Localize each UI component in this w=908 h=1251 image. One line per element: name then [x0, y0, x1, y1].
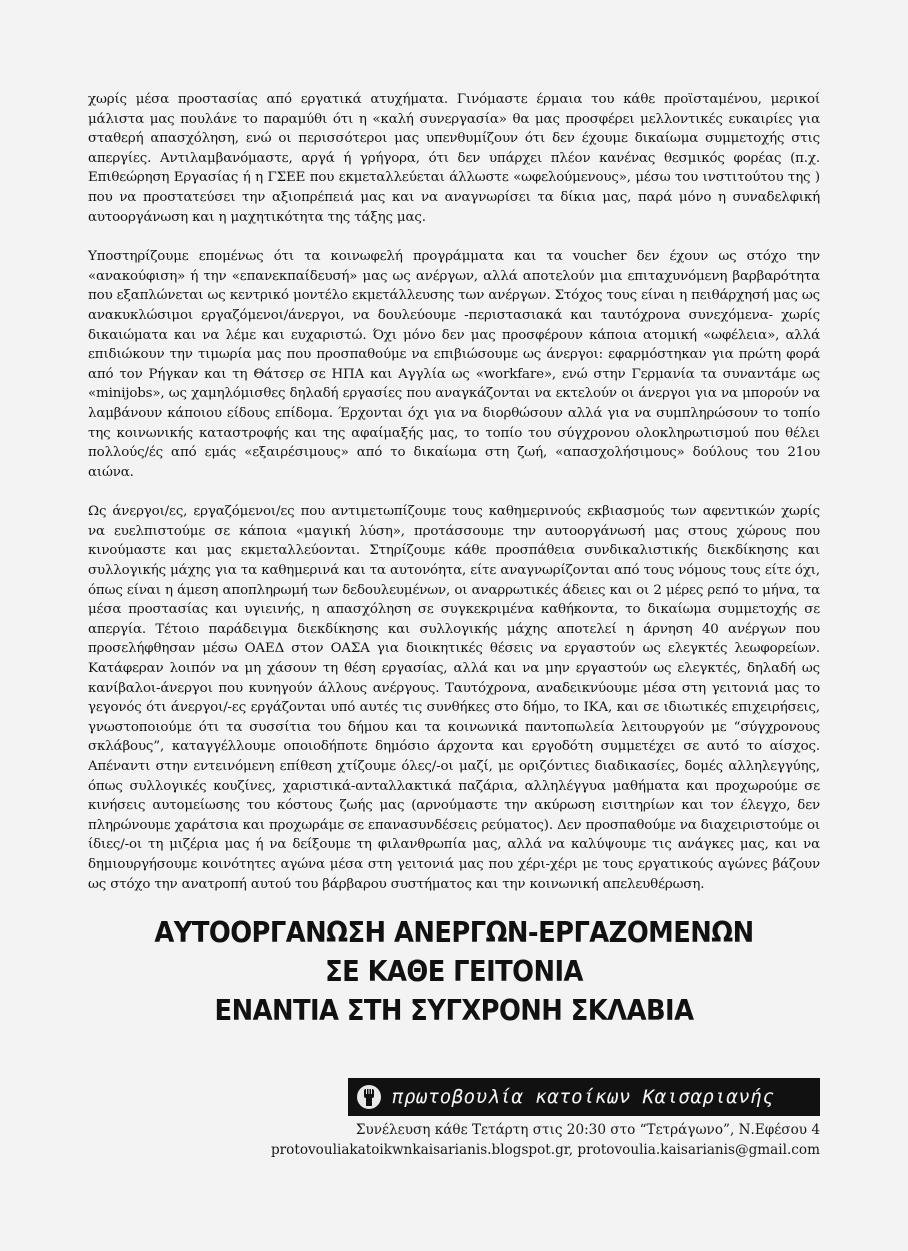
paragraph-programs-critique: Υποστηρίζουμε επομένως ότι τα κοινωφελή προγράμματα και τα voucher δεν έχουν ως στόχο την «ανακούφιση» ή την «επανεκπαίδευσή» μας ως ανέργων, αλλά αποτελούν μια επιταχυνόμενη βαρβαρότητα που εξαπλώνεται ως κεντρικό μοντέλο εκμετάλλευσης των ανέργων. Στόχος τους είναι η πειθάρχησή μας ως ανακυκλώσιμοι εργαζόμενοι/άνεργοι, να δουλεύουμε -περιστασιακά και ταυτόχρονα συνεχόμενα- χωρίς δικαιώματα και να λέμε και ευχαριστώ. Όχι μόνο δεν μας προσφέρουν κάποια ατομική «ωφέλεια», αλλά επιδιώκουν την τιμωρία μας που προσπαθούμε να επιβιώσουμε ως άνεργοι: εφαρμόστηκαν για πρώτη φορά από τον Ρήγκαν και τη Θάτσερ σε ΗΠΑ και Αγγλία ως «workfare», ενώ στην Γερμανία τα συναντάμε ως «minijobs», ως χαμηλόμισθες δηλαδή εργασίες που αναγκάζονται να εκτελούν οι άνεργοι για να μπορούν να λαμβάνουν κάποιου είδους επίδομα. Έρχονται όχι για να διορθώσουν αλλά για να συμπληρώσουν το τοπίο της κοινωνικής καταστροφής και της αφαίμαξής μας, το τοπίο του σύγχρονου ολοκληρωτισμού που θέλει πολλούς/ές από εμάς «εξαιρέσιμους» από το δικαίωμα στη ζωή, «απασχολήσιμους» δούλους του 21ου αιώνα. — [88, 249, 820, 480]
fist-icon — [354, 1082, 384, 1112]
contact-info: protovouliakatoikwnkaisarianis.blogspot.gr, protovoulia.kaisarianis@gmail.com — [270, 1142, 820, 1158]
headline-line-2: ΣΕ ΚΑΘΕ ΓΕΙΤΟΝΙΑ — [325, 955, 583, 989]
organization-name: πρωτοβουλία κατοίκων Καισαριανής — [392, 1086, 775, 1108]
headline-line-3: ΕΝΑΝΤΙΑ ΣΤΗ ΣΥΓΧΡΟΝΗ ΣΚΛΑΒΙΑ — [214, 994, 694, 1028]
headline-line-1: ΑΥΤΟΟΡΓΑΝΩΣΗ ΑΝΕΡΓΩΝ-ΕΡΓΑΖΟΜΕΝΩΝ — [154, 916, 754, 950]
headline-block — [88, 914, 820, 1029]
meeting-info: Συνέλευση κάθε Τετάρτη στις 20:30 στο “Τετράγωνο”, Ν.Εφέσου 4 — [355, 1122, 820, 1138]
organization-logo — [348, 1078, 820, 1116]
paragraph-self-organization: Ως άνεργοι/ες, εργαζόμενοι/ες που αντιμετωπίζουμε τους καθημερινούς εκβιασμούς των αφεντικών χωρίς να ευελπιστούμε σε κάποια «μαγική λύση», προτάσσουμε την αυτοοργάνωσή μας στους χώρους που κινούμαστε και μας εκμεταλλεύονται. Στηρίζουμε κάθε προσπάθεια συνδικαλιστικής διεκδίκησης και συλλογικής μάχης για τα καθημερινά και τα αυτονόητα, είτε αναγνωρίζονται από τους νόμους τους είτε όχι, όπως είναι η άμεση αποπληρωμή των δεδουλευμένων, οι αναρρωτικές άδειες και οι 2 μέρες ρεπό το μήνα, τα μέσα προστασίας και υγιεινής, η απασχόληση σε συγκεκριμένα καθήκοντα, το δικαίωμα συμμετοχής σε απεργία. Τέτοιο παράδειγμα διεκδίκησης και συλλογικής μάχης αποτελεί η άρνηση 40 ανέργων που προσελήφθησαν μέσω ΟΑΕΔ στον ΟΑΣΑ για διοικητικές θέσεις να εργαστούν ως ελεγκτές λεωφορείων. Κατάφεραν λοιπόν να μη χάσουν τη θέση εργασίας, αλλά και να μην εργαστούν ως ελεγκτές, δηλαδή ως κανίβαλοι-άνεργοι που κυνηγούν άλλους ανέργους. Ταυτόχρονα, αναδεικνύουμε μέσα στη γειτονιά μας το γεγονός ότι άνεργοι/-ες εργάζονται υπό αυτές τις συνθήκες στο δήμο, το ΙΚΑ, και σε ιδιωτικές επιχειρήσεις, γνωστοποιούμε ότι τα συσσίτια του δήμου και τα κοινωνικά παντοπωλεία λειτουργούν με “σύγχρονους σκλάβους”, καταγγέλλουμε οποιοδήποτε δημόσιο άρχοντα και εργοδότη συμμετέχει σε αυτό το αίσχος. Απέναντι στην εντεινόμενη επίθεση χτίζουμε όλες/-οι μαζί, με οριζόντιες διαδικασίες, δομές αλληλεγγύης, όπως συλλογικές κουζίνες, χαριστικά-ανταλλακτικά παζάρια, αλληλέγγυα μαθήματα και προχωρούμε σε κινήσεις αυτομείωσης του κόστους ζωής μας (αρνούμαστε την ακύρωση εισιτηρίων και τον έλεγχο, δεν πληρώνουμε χαράτσια και προχωράμε σε επανασυνδέσεις ρεύματος). Δεν προσπαθούμε να διαχειριστούμε οι ίδιες/-οι τη μιζέρια μας ή να δείξουμε τη φιλανθρωπία μας, αλλά να καλύψουμε τις ανάγκες μας, και να δημιουργήσουμε κοινότητες αγώνα μέσα στη γειτονιά μας που χέρι-χέρι με τους εργατικούς αγώνες βάζουν ως στόχο την ανατροπή αυτού του βάρβαρου συστήματος και την κοινωνική απελευθέρωση. — [88, 504, 820, 892]
flyer-body — [88, 90, 820, 1029]
paragraph-working-conditions: χωρίς μέσα προστασίας από εργατικά ατυχήματα. Γινόμαστε έρμαια του κάθε προϊσταμένου, μερικοί μάλιστα μας πουλάνε το παραμύθι ότι η «καλή συνεργασία» θα μας προσφέρει μελλοντικές ευκαιρίες για σταθερή απασχόληση, ενώ οι περισσότεροι μας υπενθυμίζουν ότι δεν έχουμε δικαίωμα συμμετοχής στις απεργίες. Αντιλαμβανόμαστε, αργά ή γρήγορα, ότι δεν υπάρχει πλέον κανένας θεσμικός φορέας (π.χ. Επιθεώρηση Εργασίας ή η ΓΣΕΕ που εκμεταλλεύεται άλλωστε «ωφελούμενους», μέσω του ινστιτούτου της ) που να προστατεύσει την αξιοπρέπειά μας και να αναγνωρίσει τα δίκια μας, παρά μόνο η συναδελφική αυτοοργάνωση και η μαχητικότητα της τάξης μας. — [88, 92, 820, 225]
